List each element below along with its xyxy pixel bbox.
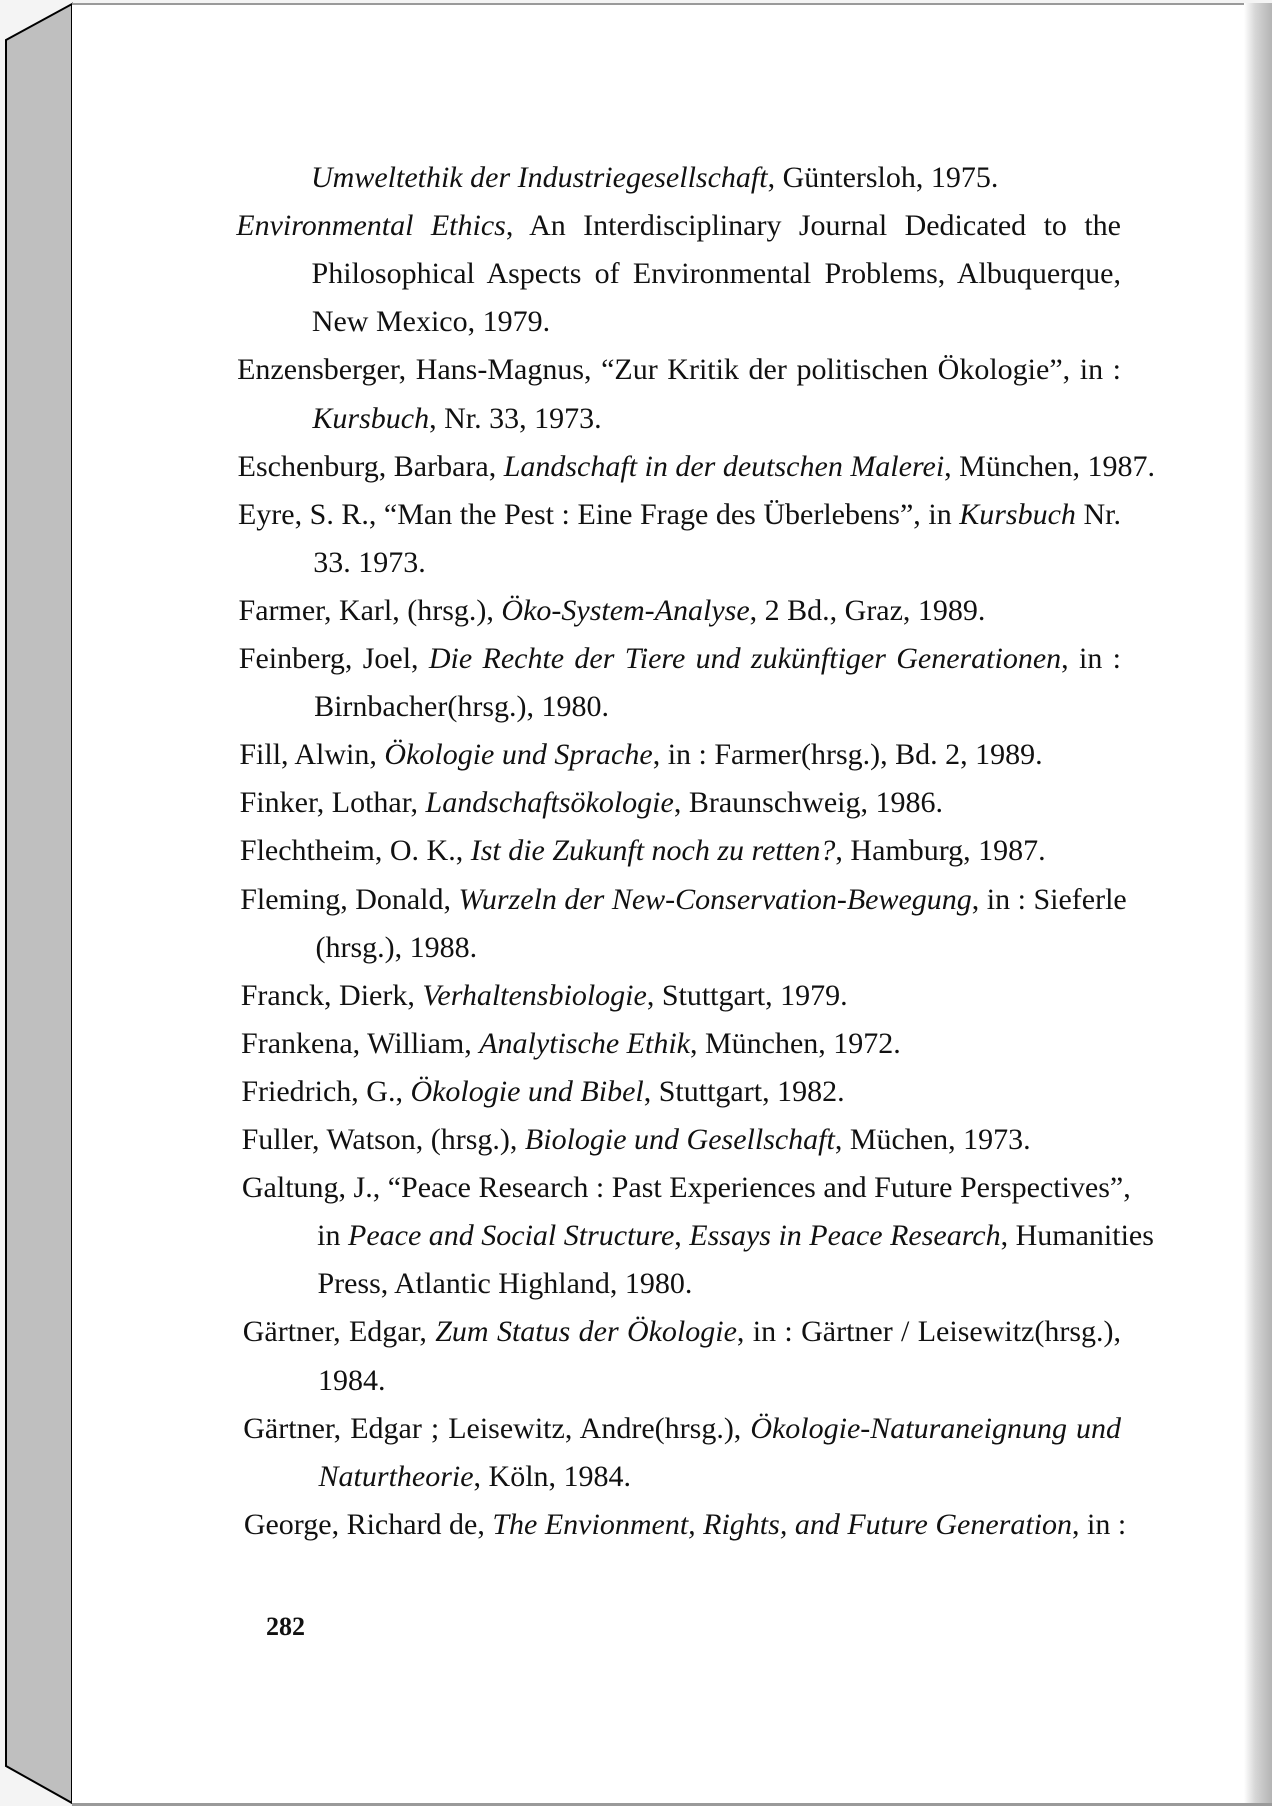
italic-title: Biologie und Gesellschaft [524,1123,835,1156]
citation-text: , München, 1987. [944,449,1155,483]
bibliography-continuation-line [317,1260,692,1308]
italic-title: Landschaftsökologie [425,786,674,820]
citation-text: , in : Farmer(hrsg.), Bd. 2, 1989. [652,738,1043,772]
citation-text: Gärtner, Edgar, [242,1315,436,1349]
italic-title: Zum Status der Ökologie [435,1315,737,1349]
citation-text: New Mexico, 1979. [311,305,551,339]
italic-title: Ist die Zukunft noch zu retten? [470,834,836,868]
bibliography-continuation-line [318,1357,386,1405]
bibliography-continuation-line [312,250,1121,298]
citation-text: Philosophical Aspects of Environmental Problems, Albuquerque, [311,257,1121,291]
bibliography-continuation-line [319,1453,632,1501]
bibliography-entry-line [240,827,1046,875]
bibliography-entry-line [239,635,1121,683]
citation-text: , Stuttgart, 1979. [646,978,848,1012]
bibliography-continuation-line [312,298,550,346]
citation-text: George, Richard de, [243,1507,493,1541]
citation-text: , Braunschweig, 1986. [673,786,943,820]
italic-title: Verhaltensbiologie [422,978,647,1012]
citation-text: Feinberg, Joel, [238,642,429,675]
citation-text: Frankena, William, [241,1026,480,1060]
book-spine [0,0,80,1806]
italic-title: Essays in Peace Research [689,1219,1001,1253]
italic-title: Ökologie und Bibel [410,1074,644,1108]
citation-text: Fill, Alwin, [239,738,385,772]
bibliography-entry-line [239,731,1042,779]
bibliography-continuation-line [317,1212,1154,1260]
bibliography-continuation-line [312,395,601,443]
bibliography-entry-line [240,779,943,827]
italic-title: Analytische Ethik [479,1026,690,1060]
citation-text: , in : [1072,1507,1127,1541]
citation-text: , in : [1061,642,1121,675]
citation-text: Fuller, Watson, (hrsg.), [241,1123,525,1156]
bibliography-entry-line [238,491,1121,539]
bibliography-entry-line [241,972,848,1020]
italic-title: Ökologie und Sprache [384,738,653,772]
citation-text: Nr. [1075,497,1121,531]
bibliography-entry-line [241,1068,844,1116]
citation-text: , An Interdisciplinary Journal Dedicated to the [505,209,1121,243]
citation-text: , [674,1219,690,1253]
citation-text: Birnbacher(hrsg.), 1980. [314,690,609,724]
italic-title: Landschaft in der deutschen Malerei [503,449,945,483]
citation-text: , Humanities [1000,1219,1154,1253]
citation-text: , Güntersloh, 1975. [767,161,999,194]
italic-title: Environmental Ethics [236,209,506,243]
italic-title: Kursbuch [312,401,430,435]
citation-text: , München, 1972. [689,1026,901,1060]
bibliography-entry-line [236,202,1121,250]
italic-title: Die Rechte der Tiere und zukünftiger Generationen [428,642,1062,675]
citation-text: Franck, Dierk, [240,978,423,1012]
bibliography-continuation-line [313,539,426,587]
citation-text: , 2 Bd., Graz, 1989. [749,593,986,627]
citation-text: (hrsg.), 1988. [315,930,478,964]
italic-title: Wurzeln der New-Conservation-Bewegung [458,882,972,916]
bibliography-entry-line [243,1405,1121,1453]
citation-text: Galtung, J., “Peace Research : Past Experiences and Future Perspectives”, [241,1171,1131,1205]
bibliography-continuation-line [311,154,998,202]
italic-title: Umweltethik der Industriegesellschaft [311,161,768,194]
citation-text: Press, Atlantic Highland, 1980. [317,1267,693,1301]
bibliography-continuation-line [314,683,609,731]
bibliography-continuation-line [315,924,477,972]
citation-text: Enzensberger, Hans-Magnus, “Zur Kritik der politischen Ökologie”, in : [237,353,1121,387]
bibliography-entry-line [238,443,1155,491]
citation-text: Farmer, Karl, (hrsg.), [238,593,502,627]
citation-text: , Stuttgart, 1982. [643,1074,845,1108]
citation-text: in [317,1219,348,1253]
page-edge-shadow [1244,3,1272,1803]
italic-title: Ökologie-Naturaneignung und [750,1411,1121,1445]
citation-text: Eyre, S. R., “Man the Pest : Eine Frage des Überlebens”, in [237,497,960,531]
bibliography-entry-line [239,587,986,635]
bibliography-entry-line [240,876,1127,924]
citation-text: Fleming, Donald, [240,882,459,916]
bibliography-entry-line [244,1501,1126,1549]
citation-text: , in : Gärtner / Leisewitz(hrsg.), [736,1315,1121,1349]
bibliography-entry-line [243,1308,1121,1356]
citation-text: Flechtheim, O. K., [239,834,471,868]
citation-text: , Nr. 33, 1973. [429,401,602,435]
citation-text: , Köln, 1984. [473,1459,632,1493]
bibliography-entry-line [241,1020,901,1068]
citation-text: , Hamburg, 1987. [835,834,1046,868]
citation-text: Friedrich, G., [241,1074,411,1108]
italic-title: The Envionment, Rights, and Future Generation [492,1507,1072,1541]
italic-title: Peace and Social Structure [348,1219,675,1253]
citation-text: Finker, Lothar, [239,786,426,820]
bibliography-entry-line [237,346,1121,394]
italic-title: Kursbuch [959,497,1076,531]
citation-text: , Müchen, 1973. [834,1123,1031,1156]
italic-title: Naturtheorie [318,1459,474,1493]
citation-text: , in : Sieferle [971,882,1127,916]
bibliography-entry-line [242,1164,1131,1212]
page-number: 282 [266,1612,305,1641]
citation-text: Gärtner, Edgar ; Leisewitz, Andre(hrsg.), [243,1411,751,1445]
italic-title: Öko-System-Analyse [501,593,750,627]
citation-text: 33. 1973. [313,545,426,579]
citation-text: 1984. [318,1363,386,1397]
citation-text: Eschenburg, Barbara, [237,449,504,483]
bibliography-entry-line [242,1116,1031,1164]
